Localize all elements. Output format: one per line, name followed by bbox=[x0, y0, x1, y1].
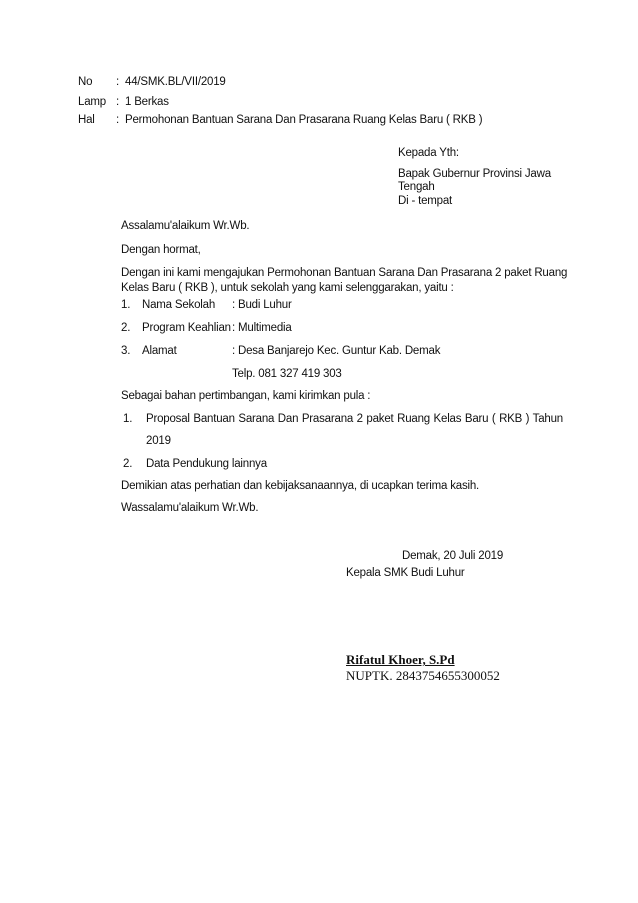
consideration-text: Sebagai bahan pertimbangan, kami kirimkan pula : bbox=[121, 390, 371, 402]
hal-colon: : bbox=[116, 114, 119, 126]
no-label: No bbox=[78, 76, 93, 88]
greeting: Dengan hormat, bbox=[121, 244, 201, 256]
lamp-value: 1 Berkas bbox=[125, 96, 169, 108]
detail-label-alamat: Alamat bbox=[142, 345, 177, 357]
attachment-2: Data Pendukung lainnya bbox=[146, 458, 267, 470]
no-colon: : bbox=[116, 76, 119, 88]
hal-label: Hal bbox=[78, 114, 95, 126]
detail-number: 3. bbox=[121, 345, 131, 357]
closing-salam: Wassalamu'alaikum Wr.Wb. bbox=[121, 502, 259, 514]
hal-value: Permohonan Bantuan Sarana Dan Prasarana Ruang Kelas Baru ( RKB ) bbox=[125, 114, 483, 126]
recipient-line-4: Di - tempat bbox=[398, 195, 453, 207]
signer-position: Kepala SMK Budi Luhur bbox=[346, 567, 465, 579]
detail-value-program-keahlian: : Multimedia bbox=[232, 322, 292, 334]
intro-line-1: Dengan ini kami mengajukan Permohonan Bantuan Sarana Dan Prasarana 2 paket Ruang bbox=[121, 267, 568, 279]
attachment-1-line-2: 2019 bbox=[146, 435, 171, 447]
detail-label-program-keahlian: Program Keahlian bbox=[142, 322, 231, 334]
signer-nuptk: NUPTK. 2843754655300052 bbox=[346, 668, 500, 683]
detail-label-nama-sekolah: Nama Sekolah bbox=[142, 299, 216, 311]
closing-text: Demikian atas perhatian dan kebijaksanaannya, di ucapkan terima kasih. bbox=[121, 480, 480, 492]
lamp-colon: : bbox=[116, 96, 119, 108]
detail-number: 1. bbox=[121, 299, 131, 311]
attachment-number: 1. bbox=[123, 413, 133, 425]
recipient-line-2: Bapak Gubernur Provinsi Jawa bbox=[398, 168, 551, 180]
attachment-number: 2. bbox=[123, 458, 133, 470]
recipient-line-1: Kepada Yth: bbox=[398, 147, 459, 159]
attachment-1-line-1: Proposal Bantuan Sarana Dan Prasarana 2 paket Ruang Kelas Baru ( RKB ) Tahun bbox=[146, 413, 563, 425]
lamp-label: Lamp bbox=[78, 96, 106, 108]
no-value: 44/SMK.BL/VII/2019 bbox=[125, 76, 226, 88]
place-date: Demak, 20 Juli 2019 bbox=[402, 550, 504, 562]
telephone: Telp. 081 327 419 303 bbox=[232, 368, 342, 380]
intro-line-2: Kelas Baru ( RKB ), untuk sekolah yang kami selenggarakan, yaitu : bbox=[121, 282, 454, 294]
detail-value-nama-sekolah: : Budi Luhur bbox=[232, 299, 292, 311]
detail-value-alamat: : Desa Banjarejo Kec. Guntur Kab. Demak bbox=[232, 345, 441, 357]
recipient-line-3: Tengah bbox=[398, 181, 435, 193]
signer-name: Rifatul Khoer, S.Pd bbox=[346, 652, 455, 667]
opening-salam: Assalamu'alaikum Wr.Wb. bbox=[121, 220, 250, 232]
detail-number: 2. bbox=[121, 322, 131, 334]
